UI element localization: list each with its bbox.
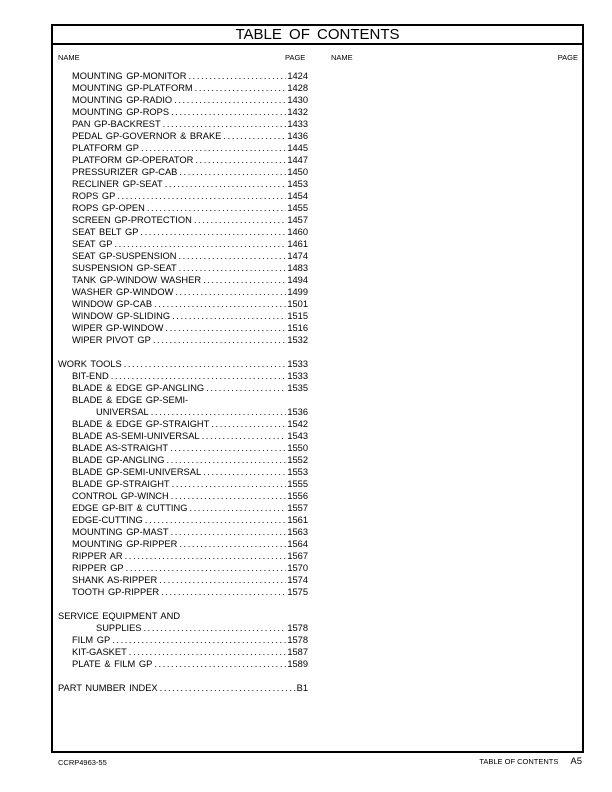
toc-entry-service-line1[interactable]: SERVICE EQUIPMENT AND: [58, 611, 181, 621]
toc-entry-page: 1457: [287, 215, 308, 225]
toc-entry-label: WIPER GP-WINDOW: [72, 323, 164, 333]
toc-entry-page: 1561: [287, 515, 308, 525]
leader-dots: [111, 370, 287, 382]
toc-entry-page: 1450: [287, 167, 308, 177]
toc-entry-label: BLADE & EDGE GP-ANGLING: [72, 383, 205, 393]
left-name-header: NAME: [58, 53, 80, 62]
toc-entry[interactable]: [58, 454, 308, 466]
toc-entry-label: SEAT GP-SUSPENSION: [72, 251, 177, 261]
leader-dots: [159, 574, 286, 586]
toc-entry-page: 1455: [287, 203, 308, 213]
leader-dots: [189, 502, 286, 514]
toc-entry-page: 1555: [287, 479, 308, 489]
toc-entry-page: 1499: [287, 287, 308, 297]
leader-dots: [124, 358, 287, 370]
toc-entry-label: WINDOW GP-CAB: [72, 299, 153, 309]
toc-entry[interactable]: [58, 94, 308, 106]
leader-dots: [140, 226, 286, 238]
toc-entry-page: 1474: [287, 251, 308, 261]
toc-entry[interactable]: [58, 658, 308, 670]
footer-doc-code: CCRP4963-55: [58, 758, 107, 767]
toc-entry[interactable]: [58, 178, 308, 190]
toc-entry-label: CONTROL GP-WINCH: [72, 491, 169, 501]
leader-dots: [175, 286, 286, 298]
leader-dots: [171, 106, 286, 118]
leader-dots: [203, 274, 286, 286]
toc-entry-label: BLADE & EDGE GP-STRAIGHT: [72, 419, 210, 429]
toc-entry-part-number-index[interactable]: [58, 682, 308, 694]
toc-entry-page: 1424: [287, 71, 308, 81]
toc-entry-page: 1483: [287, 263, 308, 273]
leader-dots: [154, 658, 286, 670]
left-page-header: PAGE: [285, 53, 306, 62]
toc-entry-label: PLATE & FILM GP: [72, 659, 153, 669]
toc-entry[interactable]: [58, 82, 308, 94]
leader-dots: [153, 334, 287, 346]
leader-dots: [194, 214, 287, 226]
leader-dots: [166, 454, 286, 466]
toc-entry[interactable]: [58, 250, 308, 262]
toc-entry[interactable]: [58, 142, 308, 154]
footer-right: [479, 756, 582, 768]
toc-entry-semi-universal[interactable]: [58, 406, 308, 418]
toc-entry[interactable]: [58, 274, 308, 286]
toc-entry-label: SUPPLIES: [96, 623, 142, 633]
toc-entry-label: TANK GP-WINDOW WASHER: [72, 275, 202, 285]
toc-entry-label: RIPPER GP: [72, 563, 124, 573]
toc-entry-page: 1564: [287, 539, 308, 549]
toc-entry[interactable]: [58, 646, 308, 658]
toc-entry[interactable]: [58, 118, 308, 130]
toc-entry[interactable]: [58, 70, 308, 82]
leader-dots: [112, 634, 286, 646]
toc-entry-label: SUSPENSION GP-SEAT: [72, 263, 177, 273]
footer-section: TABLE OF CONTENTS: [479, 757, 559, 766]
toc-entry[interactable]: [58, 574, 308, 586]
leader-dots: [160, 682, 296, 694]
toc-entry-page: 1542: [287, 419, 308, 429]
leader-dots: [203, 466, 286, 478]
leader-dots: [179, 262, 287, 274]
toc-entry-service-supplies[interactable]: [58, 622, 308, 634]
toc-entry-label: ROPS GP: [72, 191, 116, 201]
toc-entry-label: RIPPER AR: [72, 551, 123, 561]
toc-entry-page: 1533: [287, 359, 308, 369]
toc-entry-label: MOUNTING GP-MAST: [72, 527, 169, 537]
toc-entry-page: 1553: [287, 467, 308, 477]
toc-entry[interactable]: [58, 238, 308, 250]
leader-dots: [206, 382, 286, 394]
toc-entry-page: 1432: [287, 107, 308, 117]
toc-entry-page: 1454: [287, 191, 308, 201]
toc-entry[interactable]: [58, 502, 308, 514]
toc-entry-label: FILM GP: [72, 635, 111, 645]
leader-dots: [179, 538, 286, 550]
leader-dots: [179, 166, 286, 178]
leader-dots: [151, 406, 287, 418]
toc-entry[interactable]: [58, 418, 308, 430]
toc-entry-page: 1557: [287, 503, 308, 513]
toc-entry[interactable]: [58, 526, 308, 538]
toc-entry-page: 1536: [287, 407, 308, 417]
toc-entry-page: 1430: [287, 95, 308, 105]
toc-entry-label: BLADE GP-STRAIGHT: [72, 479, 170, 489]
toc-entry-label: UNIVERSAL: [96, 407, 149, 417]
toc-entry-label: BIT-END: [72, 371, 109, 381]
leader-dots: [161, 586, 286, 598]
toc-entry[interactable]: [58, 562, 308, 574]
toc-entry-label: SHANK AS-RIPPER: [72, 575, 158, 585]
leader-dots: [163, 118, 287, 130]
toc-entry-page: 1556: [287, 491, 308, 501]
toc-entry[interactable]: [58, 310, 308, 322]
toc-entry-label: PLATFORM GP-OPERATOR: [72, 155, 194, 165]
toc-entry[interactable]: [58, 634, 308, 646]
toc-group-work-tools-b: [58, 418, 308, 598]
toc-entry-page: 1516: [287, 323, 308, 333]
leader-dots: [179, 250, 287, 262]
leader-dots: [174, 94, 286, 106]
page-frame: [51, 24, 584, 753]
page-title: TABLE OF CONTENTS: [53, 24, 582, 45]
toc-entry[interactable]: [58, 226, 308, 238]
toc-entry-label: WASHER GP-WINDOW: [72, 287, 174, 297]
toc-entry-page: 1578: [287, 623, 308, 633]
toc-entry-page: 1453: [287, 179, 308, 189]
toc-entry-label: PLATFORM GP: [72, 143, 139, 153]
toc-group-work-tools-a: [58, 370, 308, 394]
toc-entry-label: PAN GP-BACKREST: [72, 119, 161, 129]
toc-entry-page: 1570: [287, 563, 308, 573]
toc-entry-page: 1461: [287, 239, 308, 249]
leader-dots: [195, 154, 286, 166]
right-page-header: PAGE: [557, 53, 578, 62]
toc-entry-page: 1494: [287, 275, 308, 285]
toc-entry-label: WORK TOOLS: [58, 359, 122, 369]
toc-entry[interactable]: [58, 202, 308, 214]
toc-entry[interactable]: [58, 334, 308, 346]
leader-dots: [171, 490, 287, 502]
leader-dots: [125, 550, 287, 562]
spacer: [58, 346, 308, 358]
toc-entry-label: EDGE GP-BIT & CUTTING: [72, 503, 188, 513]
leader-dots: [223, 130, 286, 142]
toc-entry[interactable]: [58, 106, 308, 118]
toc-entry[interactable]: [58, 286, 308, 298]
leader-dots: [114, 238, 286, 250]
toc-entry-label: WIPER PIVOT GP: [72, 335, 151, 345]
leader-dots: [129, 646, 287, 658]
toc-entry[interactable]: [58, 322, 308, 334]
toc-entry-page: 1574: [287, 575, 308, 585]
leader-dots: [117, 190, 286, 202]
toc-entry-page: 1587: [287, 647, 308, 657]
toc-entry[interactable]: [58, 154, 308, 166]
leader-dots: [165, 322, 286, 334]
toc-entry[interactable]: [58, 514, 308, 526]
leader-dots: [188, 70, 286, 82]
toc-entry[interactable]: [58, 442, 308, 454]
toc-entry-page: 1535: [287, 383, 308, 393]
toc-entry[interactable]: [58, 166, 308, 178]
toc-entry[interactable]: [58, 478, 308, 490]
toc-entry[interactable]: [58, 262, 308, 274]
toc-entry-label: MOUNTING GP-PLATFORM: [72, 83, 193, 93]
toc-entry-page: 1436: [287, 131, 308, 141]
toc-entry-label: MOUNTING GP-RIPPER: [72, 539, 178, 549]
toc-entry-page: 1550: [287, 443, 308, 453]
toc-entry-label: SEAT BELT GP: [72, 227, 139, 237]
toc-entry[interactable]: [58, 586, 308, 598]
toc-entry-page: 1447: [287, 155, 308, 165]
toc-entry-label: PEDAL GP-GOVERNOR & BRAKE: [72, 131, 222, 141]
leader-dots: [170, 442, 286, 454]
toc-entry-label: PRESSURIZER GP-CAB: [72, 167, 178, 177]
toc-entry-page: 1578: [287, 635, 308, 645]
toc-entry[interactable]: [58, 538, 308, 550]
toc-entry[interactable]: [58, 214, 308, 226]
toc-entry-label: TOOTH GP-RIPPER: [72, 587, 160, 597]
toc-entry-label: SEAT GP: [72, 239, 113, 249]
toc-entry[interactable]: [58, 466, 308, 478]
toc-entry[interactable]: [58, 370, 308, 382]
toc-entry-label: EDGE-CUTTING: [72, 515, 143, 525]
toc-entry-page: 1589: [287, 659, 308, 669]
toc-entry-page: 1533: [287, 371, 308, 381]
right-name-header: NAME: [331, 53, 353, 62]
toc-entry-page: 1501: [287, 299, 308, 309]
toc-entry-page: 1433: [287, 119, 308, 129]
spacer: [58, 670, 308, 682]
leader-dots: [141, 142, 286, 154]
toc-entry-label: BLADE AS-STRAIGHT: [72, 443, 169, 453]
toc-entry-page: 1563: [287, 527, 308, 537]
toc-entry-label: BLADE GP-ANGLING: [72, 455, 165, 465]
toc-entry-label: BLADE GP-SEMI-UNIVERSAL: [72, 467, 202, 477]
toc-entry-label: MOUNTING GP-RADIO: [72, 95, 173, 105]
toc-entry-label: BLADE AS-SEMI-UNIVERSAL: [72, 431, 200, 441]
leader-dots: [202, 430, 287, 442]
toc-entry-page: 1460: [287, 227, 308, 237]
leader-dots: [211, 418, 286, 430]
leader-dots: [172, 310, 286, 322]
toc-entry-label: MOUNTING GP-MONITOR: [72, 71, 187, 81]
toc-entry[interactable]: [58, 130, 308, 142]
toc-entry-page: 1567: [287, 551, 308, 561]
toc-entry-label: SCREEN GP-PROTECTION: [72, 215, 192, 225]
toc-group-service: [58, 634, 308, 670]
toc-entry-page: 1552: [287, 455, 308, 465]
toc-entry[interactable]: [58, 430, 308, 442]
toc-entry-label: KIT-GASKET: [72, 647, 127, 657]
toc-entry-label: ROPS GP-OPEN: [72, 203, 145, 213]
toc-entry[interactable]: [58, 298, 308, 310]
toc-entry[interactable]: [58, 550, 308, 562]
toc-entry-label: RECLINER GP-SEAT: [72, 179, 163, 189]
footer-page-number: A5: [570, 756, 582, 767]
leader-dots: [195, 82, 287, 94]
toc-entry-semi-universal-line1[interactable]: BLADE & EDGE GP-SEMI-: [72, 395, 189, 405]
leader-dots: [126, 562, 287, 574]
toc-entry-page: 1543: [287, 431, 308, 441]
leader-dots: [172, 478, 287, 490]
toc-list: [58, 70, 308, 694]
leader-dots: [171, 526, 287, 538]
toc-entry-label: PART NUMBER INDEX: [58, 683, 158, 693]
toc-entry-page: 1532: [287, 335, 308, 345]
toc-entry[interactable]: [58, 382, 308, 394]
leader-dots: [145, 514, 287, 526]
toc-group-mounting: [58, 70, 308, 346]
toc-entry-work-tools[interactable]: [58, 358, 308, 370]
toc-entry-page: 1575: [287, 587, 308, 597]
leader-dots: [154, 298, 286, 310]
leader-dots: [147, 202, 287, 214]
spacer: [58, 598, 308, 610]
leader-dots: [143, 622, 286, 634]
toc-entry[interactable]: [58, 190, 308, 202]
toc-entry[interactable]: [58, 490, 308, 502]
toc-entry-page: 1428: [287, 83, 308, 93]
leader-dots: [165, 178, 287, 190]
toc-entry-label: MOUNTING GP-ROPS: [72, 107, 170, 117]
toc-entry-page: 1515: [287, 311, 308, 321]
toc-entry-page: B1: [296, 683, 308, 693]
toc-entry-label: WINDOW GP-SLIDING: [72, 311, 171, 321]
toc-entry-page: 1445: [287, 143, 308, 153]
